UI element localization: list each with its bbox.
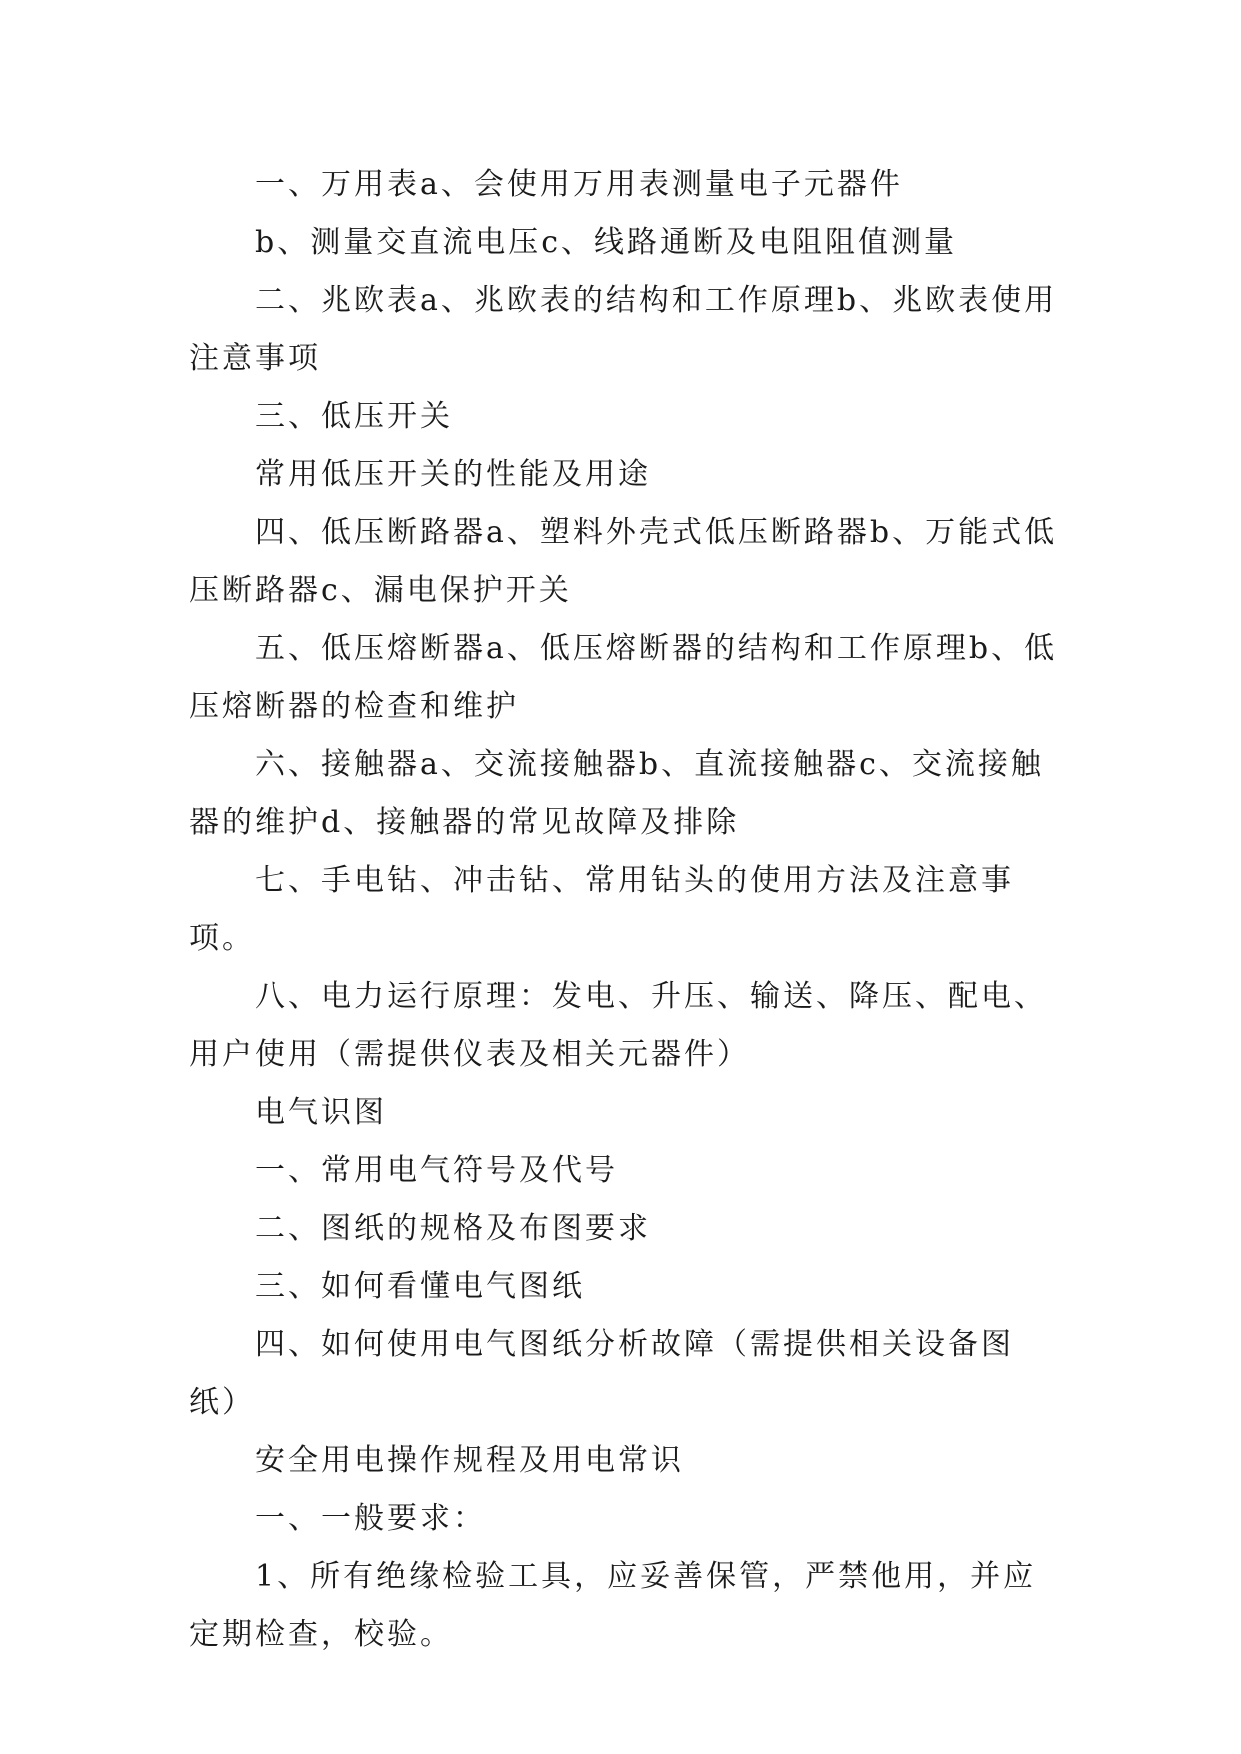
paragraph-drill: 七、手电钻、冲击钻、常用钻头的使用方法及注意事项。 [189,863,1014,956]
paragraph-drawing-specs: 二、图纸的规格及布图要求 [255,1211,651,1246]
paragraph-symbols: 一、常用电气符号及代号 [255,1153,618,1188]
paragraph-multimeter-measure: b、测量交直流电压c、线路通断及电阻阻值测量 [255,225,958,260]
paragraph-multimeter: 一、万用表a、会使用万用表测量电子元器件 [255,167,903,202]
paragraph-power-operation: 八、电力运行原理：发电、升压、输送、降压、配电、用户使用（需提供仪表及相关元器件） [189,979,1047,1072]
paragraph-insulation-tools: 1、所有绝缘检验工具，应妥善保管，严禁他用，并应定期检查，校验。 [189,1559,1037,1652]
paragraph-circuit-breaker: 四、低压断路器a、塑料外壳式低压断路器b、万能式低压断路器c、漏电保护开关 [189,515,1058,608]
paragraph-fault-analysis: 四、如何使用电气图纸分析故障（需提供相关设备图纸） [189,1327,1014,1420]
paragraph-megohmmeter: 二、兆欧表a、兆欧表的结构和工作原理b、兆欧表使用注意事项 [189,283,1058,376]
document-body [189,156,1061,1664]
paragraph-switch-usage: 常用低压开关的性能及用途 [255,457,651,492]
paragraph-low-voltage-switch: 三、低压开关 [255,399,453,434]
paragraph-fuse: 五、低压熔断器a、低压熔断器的结构和工作原理b、低压熔断器的检查和维护 [189,631,1058,724]
paragraph-contactor: 六、接触器a、交流接触器b、直流接触器c、交流接触器的维护d、接触器的常见故障及排除 [189,747,1044,840]
paragraph-general-requirements: 一、一般要求： [255,1501,486,1536]
section-heading-safety: 安全用电操作规程及用电常识 [255,1443,684,1478]
section-heading-electrical-drawing: 电气识图 [255,1095,387,1130]
paragraph-read-drawings: 三、如何看懂电气图纸 [255,1269,585,1304]
